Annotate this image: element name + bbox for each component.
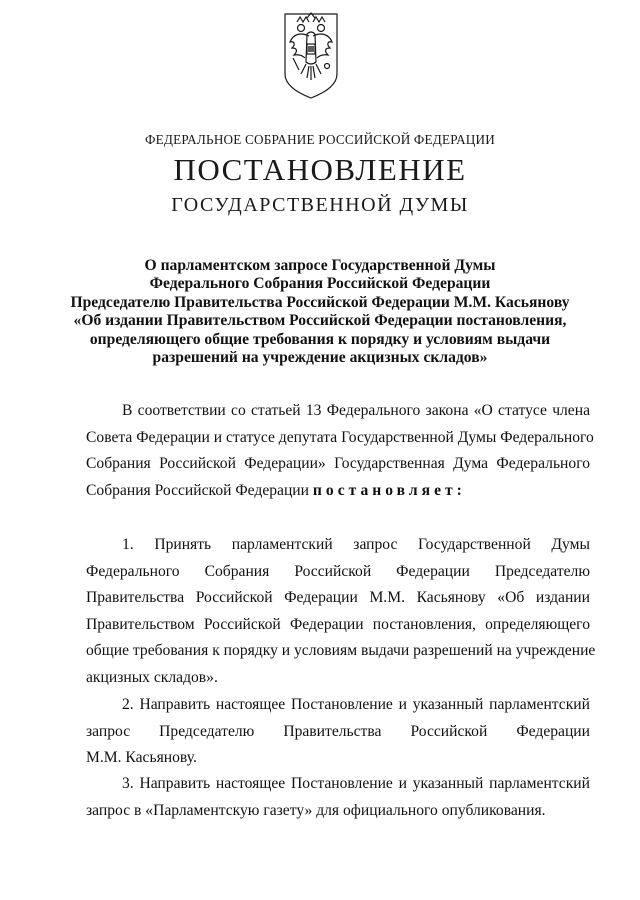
resolution-item-3 — [86, 771, 590, 824]
paragraph-line: Собрания Российской Федерации» Государственная Дума Федерального — [86, 455, 590, 472]
paragraph-line: В соответствии со статьей 13 Федерального закона «О статусе члена — [122, 402, 590, 419]
paragraph-line: запрос в «Парламентскую газету» для официального опубликования. — [86, 801, 546, 819]
subject-line: «Об издании Правительством Российской Федерации постановления, — [73, 312, 567, 330]
paragraph-line-text: Собрания Российской Федерации — [86, 481, 310, 499]
paragraph-line: Федерального Собрания Российской Федерации Председателю — [86, 562, 590, 580]
resolution-item-1 — [86, 532, 596, 691]
preamble-paragraph — [86, 398, 594, 504]
paragraph-line: общие требования к порядку и условиям выдачи разрешений на учреждение — [86, 642, 596, 659]
paragraph-line: 2. Направить настоящее Постановление и указанный парламентский — [122, 696, 590, 713]
subject-line: определяющего общие требования к порядку и условиям выдачи — [89, 330, 551, 348]
paragraph-line: М.М. Касьянову. — [86, 749, 197, 766]
document-subject — [60, 257, 580, 367]
state-emblem-icon — [279, 8, 343, 104]
paragraph-line: 3. Направить настоящее Постановление и указанный парламентский — [122, 775, 590, 792]
issuer-title: ГОСУДАРСТВЕННОЙ ДУМЫ — [171, 194, 469, 216]
paragraph-line: Правительства Российской Федерации М.М. Касьянову «Об издании — [86, 589, 590, 606]
subject-line: разрешений на учреждение акцизных складов» — [152, 349, 488, 367]
paragraph-line: акцизных складов». — [86, 668, 218, 686]
paragraph-line: Правительством Российской Федерации постановления, определяющего — [86, 615, 590, 633]
subject-line: Федерального Собрания Российской Федерации — [149, 275, 491, 293]
document-type-title: ПОСТАНОВЛЕНИЕ — [173, 152, 467, 187]
subject-line: Председателю Правительства Российской Федерации М.М. Касьянову — [70, 293, 570, 311]
resolution-item-2 — [86, 692, 590, 772]
resolves-keyword: постановляет: — [312, 481, 466, 499]
paragraph-line: 1. Принять парламентский запрос Государственной Думы — [122, 536, 590, 553]
paragraph-line: запрос Председателю Правительства Российской Федерации — [86, 722, 590, 740]
subject-line: О парламентском запросе Государственной Думы — [144, 257, 496, 274]
paragraph-line — [86, 478, 590, 505]
paragraph-line: Совета Федерации и статусе депутата Государственной Думы Федерального — [86, 428, 594, 446]
organization-header: ФЕДЕРАЛЬНОЕ СОБРАНИЕ РОССИЙСКОЙ ФЕДЕРАЦИИ — [145, 132, 495, 147]
